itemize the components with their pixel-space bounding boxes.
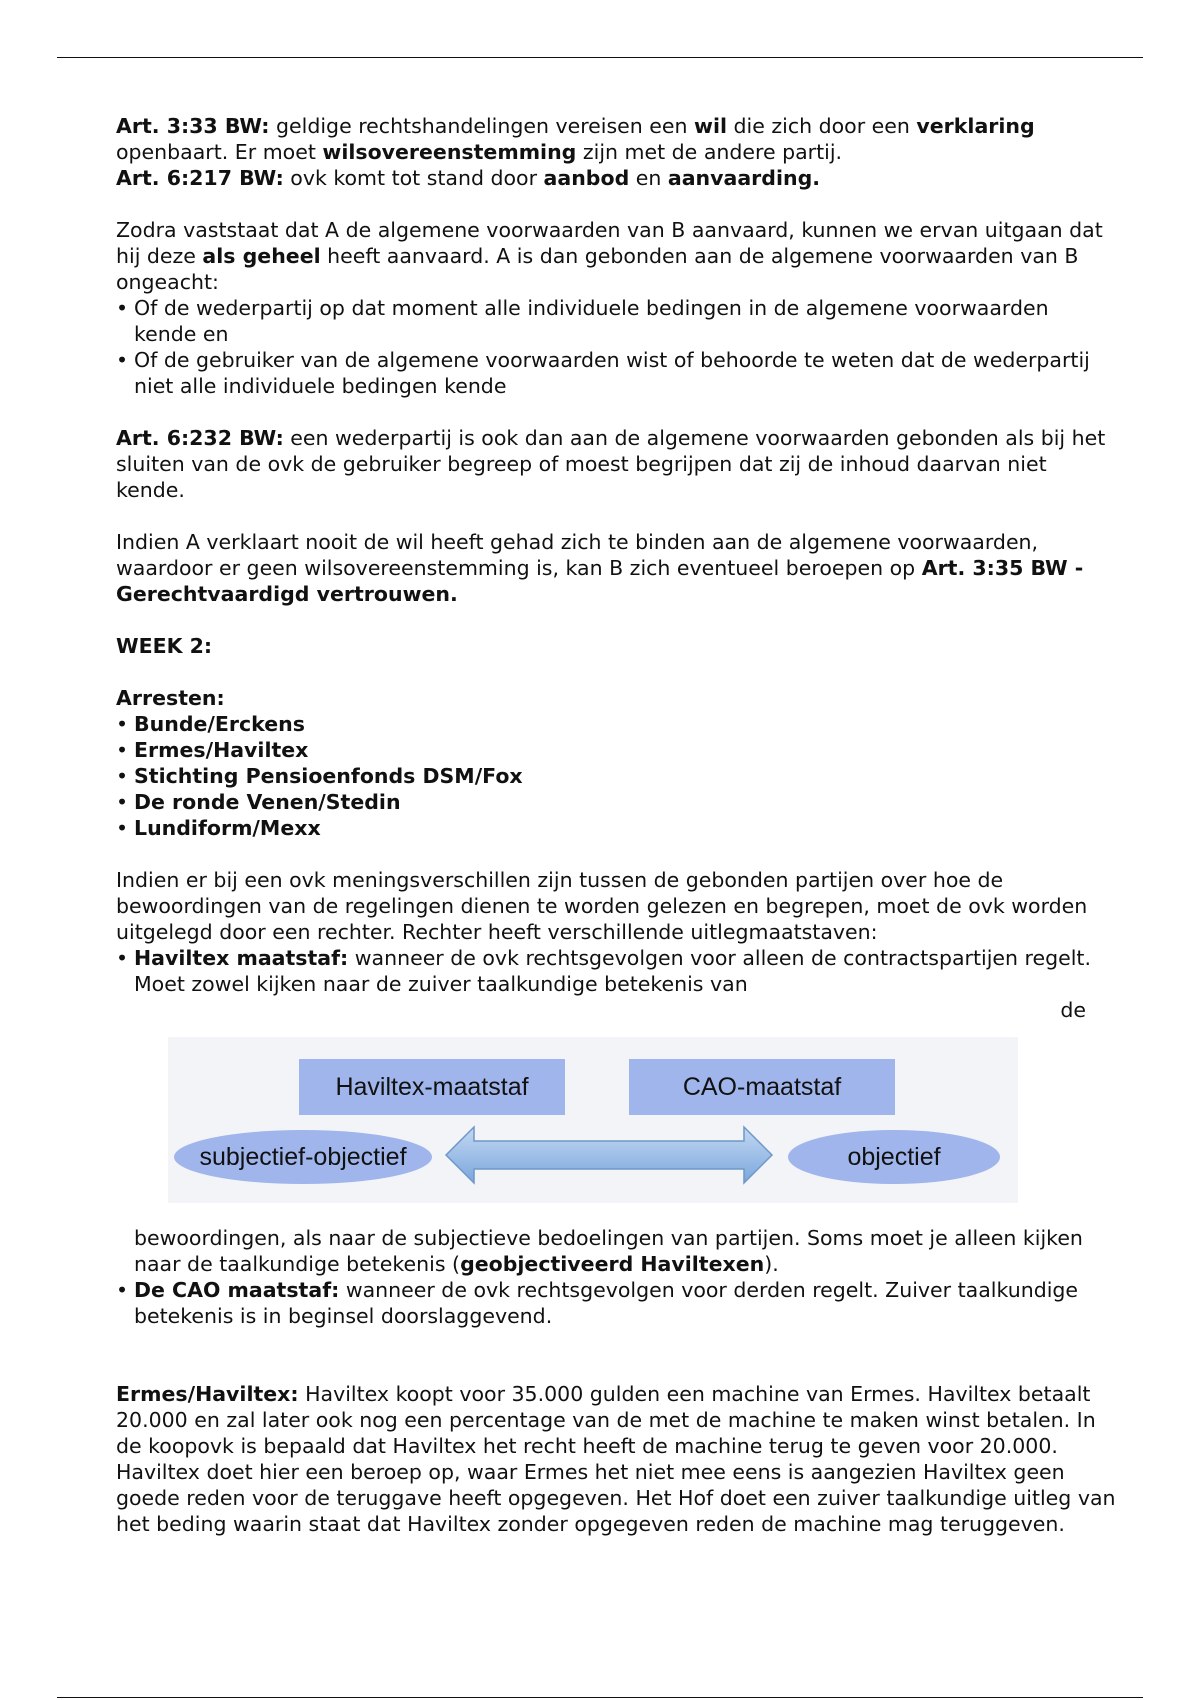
double-arrow-icon [444,1125,774,1185]
week-heading: WEEK 2: [116,634,213,658]
arresten-heading: Arresten: [116,686,225,710]
list-item: • Stichting Pensioenfonds DSM/Fox [116,763,1116,789]
haviltex-box: Haviltex-maatstaf [299,1059,565,1115]
art-6-217-paragraph: Art. 6:217 BW: ovk komt tot stand door aanbod en aanvaarding. [116,166,821,190]
indien-paragraph: Indien A verklaart nooit de wil heeft gehad zich te binden aan de algemene voorwaarden, waardoor er geen wilsovereenstemming is, kan B zich eventueel beroepen op Art. 3:35 BW - Gerechtvaardigd vertrouwen. [116,530,1084,606]
ermes-haviltex-paragraph: Ermes/Haviltex: Haviltex koopt voor 35.000 gulden een machine van Ermes. Haviltex betaalt 20.000 en zal later ook nog een percentage van de met de machine te maken winst betalen. In de koopovk is bepaald dat Haviltex het recht heeft de machine terug te geven voor 20.000. Haviltex doet hier een beroep op, waar Ermes het niet mee eens is aangezien Haviltex geen goede reden voor de teruggave heeft opgegeven. Het Hof doet een zuiver taalkundige uitleg van het beding waarin staat dat Haviltex zonder opgegeven reden de machine mag teruggeven. [116,1382,1116,1536]
list-item: • Lundiform/Mexx [116,815,1116,841]
cao-label: De CAO maatstaf: [134,1278,340,1302]
haviltex-label: Haviltex maatstaf: [134,946,349,970]
subjectief-oval: subjectief-objectief [174,1130,432,1184]
list-item: • Bunde/Erckens [116,711,1116,737]
list-item: • De CAO maatstaf: wanneer de ovk rechtsgevolgen voor derden regelt. Zuiver taalkundige betekenis is in beginsel doorslaggevend. [116,1277,1116,1329]
uitleg-intro: Indien er bij een ovk meningsverschillen zijn tussen de gebonden partijen over hoe de bewoordingen van de regelingen dienen te worden gelezen en begrepen, moet de ovk worden uitgelegd door een rechter. Rechter heeft verschillende uitlegmaatstaven: [116,868,1088,944]
ermes-haviltex-label: Ermes/Haviltex: [116,1382,299,1406]
cao-box: CAO-maatstaf [629,1059,895,1115]
art-3-33-paragraph: Art. 3:33 BW: geldige rechtshandelingen vereisen een wil die zich door een verklaring openbaart. Er moet wilsovereenstemming zijn met de andere partij. [116,114,1035,164]
art-3-33-label: Art. 3:33 BW: [116,114,270,138]
art-6-217-label: Art. 6:217 BW: [116,166,284,190]
maatstaf-diagram [168,1037,1018,1203]
arresten-list [116,711,1116,841]
zodra-bullet-list [116,295,1116,399]
bottom-rule [57,1697,1143,1698]
list-item: • Of de wederpartij op dat moment alle individuele bedingen in de algemene voorwaarden kende en [116,295,1116,347]
wrapped-word: de [1060,998,1086,1022]
top-rule [57,57,1143,58]
maatstaf-list [116,945,1116,1023]
list-item: • Ermes/Haviltex [116,737,1116,763]
art-6-232-paragraph: Art. 6:232 BW: een wederpartij is ook dan aan de algemene voorwaarden gebonden als bij het sluiten van de ovk de gebruiker begreep of moest begrijpen dat zij de inhoud daarvan niet kende. [116,426,1106,502]
list-item: • Of de gebruiker van de algemene voorwaarden wist of behoorde te weten dat de wederpartij niet alle individuele bedingen kende [116,347,1116,399]
objectief-oval: objectief [788,1130,1000,1184]
zodra-paragraph: Zodra vaststaat dat A de algemene voorwaarden van B aanvaard, kunnen we ervan uitgaan dat hij deze als geheel heeft aanvaard. A is dan gebonden aan de algemene voorwaarden van B ongeacht: [116,218,1103,294]
list-item: • De ronde Venen/Stedin [116,789,1116,815]
art-6-232-label: Art. 6:232 BW: [116,426,284,450]
haviltex-continuation: bewoordingen, als naar de subjectieve bedoelingen van partijen. Soms moet je alleen kijken naar de taalkundige betekenis (geobjectiveerd Haviltexen). [134,1226,1083,1276]
document-body [116,113,1116,1537]
cao-list [116,1277,1116,1329]
list-item: • Haviltex maatstaf: wanneer de ovk rechtsgevolgen voor alleen de contractspartijen regelt. Moet zowel kijken naar de zuiver taalkundige betekenis van de [116,945,1116,1023]
